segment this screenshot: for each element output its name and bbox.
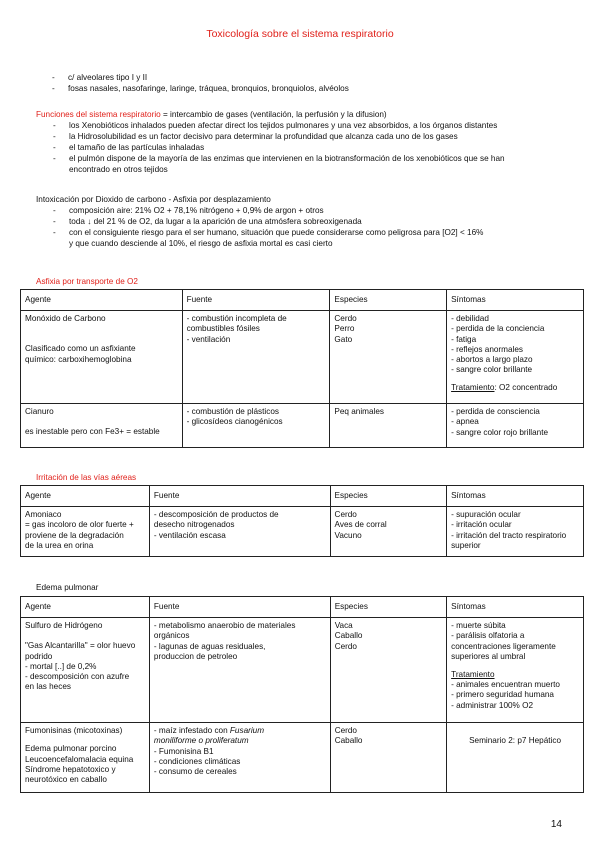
cell-agente: Cianuro es inestable pero con Fe3+ = estable bbox=[21, 404, 183, 448]
header-fuente: Fuente bbox=[182, 290, 330, 311]
header-especies: Especies bbox=[330, 597, 446, 618]
table-row bbox=[21, 618, 584, 723]
cell-fuente: - maíz infestado con Fusarium moniliforme o proliferatum - Fumonisina B1 - condiciones climáticas - consumo de cereales bbox=[149, 723, 330, 793]
cell-agente: Amoniaco = gas incoloro de olor fuerte + proviene de la degradación de la urea en orina bbox=[21, 507, 150, 557]
tratamiento-label: Tratamiento bbox=[451, 383, 495, 393]
header-agente: Agente bbox=[21, 597, 150, 618]
table-row bbox=[21, 311, 584, 404]
header-fuente: Fuente bbox=[149, 597, 330, 618]
table-header-row bbox=[21, 597, 584, 618]
cell-agente: Sulfuro de Hidrógeno "Gas Alcantarilla" = olor huevo podrido - mortal [..] de 0,2% - descomposición con azufre en las heces bbox=[21, 618, 150, 723]
asfixia-table bbox=[20, 289, 584, 448]
cell-agente: Monóxido de Carbono Clasificado como un asfixiante químico: carboxihemoglobina bbox=[21, 311, 183, 404]
table-row bbox=[21, 507, 584, 557]
list-item: - composición aire: 21% O2 + 78,1% nitrógeno + 0,9% de argon + otros bbox=[53, 206, 324, 215]
cell-sintomas: - supuración ocular - irritación ocular - irritación del tracto respiratorio superior bbox=[447, 507, 584, 557]
list-item: - la Hidrosolubilidad es un factor decisivo para determinar la profundidad que alcanza cada uno de los gases bbox=[53, 132, 458, 141]
list-item: - los Xenobióticos inhalados pueden afectar direct los tejidos pulmonares y una vez absorbidos, a los órganos distantes bbox=[53, 121, 498, 130]
cell-sintomas: Seminario 2: p7 Hepático bbox=[447, 723, 584, 793]
header-sintomas: Síntomas bbox=[447, 597, 584, 618]
funciones-heading: Funciones del sistema respiratorio bbox=[36, 110, 161, 119]
header-especies: Especies bbox=[330, 290, 447, 311]
table-row bbox=[21, 404, 584, 448]
header-sintomas: Síntomas bbox=[447, 486, 584, 507]
intox-heading: Intoxicación por Dioxido de carbono - Asfixia por desplazamiento bbox=[36, 195, 271, 204]
cell-fuente: - combustión de plásticos - glicosídeos cianogénicos bbox=[182, 404, 330, 448]
funciones-heading-line: Funciones del sistema respiratorio = intercambio de gases (ventilación, la perfusión y la difusion) bbox=[36, 110, 387, 119]
list-item: encontrado en otros tejidos bbox=[69, 165, 168, 174]
table-header-row bbox=[21, 290, 584, 311]
cell-especies: Vaca Caballo Cerdo bbox=[330, 618, 446, 723]
header-sintomas: Síntomas bbox=[447, 290, 584, 311]
cell-especies: Peq animales bbox=[330, 404, 447, 448]
header-especies: Especies bbox=[330, 486, 447, 507]
tratamiento-label: Tratamiento bbox=[451, 670, 495, 680]
cell-sintomas: - perdida de consciencia - apnea - sangre color rojo brillante bbox=[447, 404, 584, 448]
edema-heading: Edema pulmonar bbox=[36, 583, 99, 592]
table-row bbox=[21, 723, 584, 793]
header-agente: Agente bbox=[21, 486, 150, 507]
header-fuente: Fuente bbox=[149, 486, 330, 507]
list-item: - con el consiguiente riesgo para el ser humano, situación que puede considerarse como peligrosa para [O2] < 16% bbox=[53, 228, 484, 237]
cell-especies: Cerdo Aves de corral Vacuno bbox=[330, 507, 447, 557]
list-item: - el tamaño de las partículas inhaladas bbox=[53, 143, 205, 152]
cell-fuente: - descomposición de productos de desecho nitrogenados - ventilación escasa bbox=[149, 507, 330, 557]
intox-section bbox=[36, 194, 483, 249]
cell-sintomas: - debilidad - perdida de la conciencia - fatiga - reflejos anormales - abortos a largo plazo - sangre color brillante Tratamiento: O2 concentrado bbox=[447, 311, 584, 404]
funciones-section bbox=[36, 109, 505, 175]
list-item: - toda ↓ del 21 % de O2, da lugar a la aparición de una atmósfera sobreoxigenada bbox=[53, 217, 362, 226]
asfixia-heading: Asfixia por transporte de O2 bbox=[36, 277, 138, 286]
intro-bullets bbox=[52, 72, 349, 94]
table-header-row bbox=[21, 486, 584, 507]
list-item: - el pulmón dispone de la mayoría de las enzimas que intervienen en la biotransformación de los xenobióticos que se han bbox=[53, 154, 505, 163]
cell-sintomas: - muerte súbita - parálisis olfatoria a concentraciones ligeramente superiores al umbral Tratamiento - animales encuentran muerto - primero seguridad humana - administrar 100% O2 bbox=[447, 618, 584, 723]
list-item: y que cuando desciende al 10%, el riesgo de asfixia mortal es casi cierto bbox=[69, 239, 333, 248]
list-item: - c/ alveolares tipo I y II bbox=[52, 73, 148, 82]
cell-fuente: - combustión incompleta de combustibles fósiles - ventilación bbox=[182, 311, 330, 404]
irritacion-table bbox=[20, 485, 584, 557]
cell-especies: Cerdo Caballo bbox=[330, 723, 446, 793]
page-number: 14 bbox=[550, 819, 562, 830]
page-title: Toxicología sobre el sistema respiratorio bbox=[206, 28, 394, 40]
edema-table bbox=[20, 596, 584, 793]
irritacion-heading: Irritación de las vías aéreas bbox=[36, 473, 137, 482]
header-agente: Agente bbox=[21, 290, 183, 311]
cell-fuente: - metabolismo anaerobio de materiales orgánicos - lagunas de aguas residuales, produccion de petroleo bbox=[149, 618, 330, 723]
cell-agente: Fumonisinas (micotoxinas) Edema pulmonar porcino Leucoencefalomalacia equina Síndrome hepatotoxico y neurotóxico en caballo bbox=[21, 723, 150, 793]
cell-especies: Cerdo Perro Gato bbox=[330, 311, 447, 404]
list-item: - fosas nasales, nasofaringe, laringe, tráquea, bronquios, bronquiolos, alvéolos bbox=[52, 84, 349, 93]
